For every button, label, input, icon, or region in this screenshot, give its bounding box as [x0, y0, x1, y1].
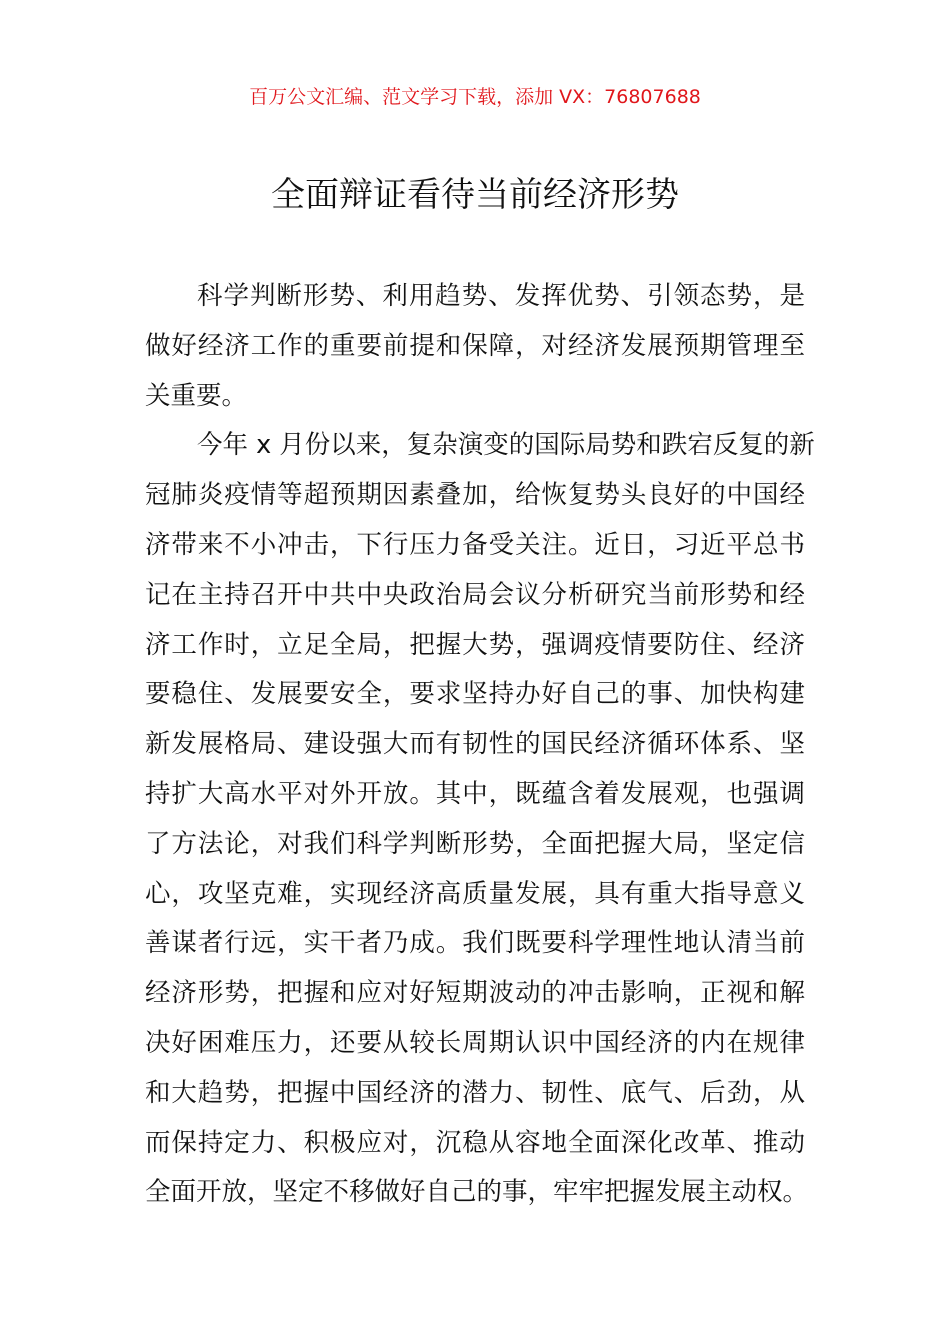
paragraph-line: 济带来不小冲击，下行压力备受关注。近日，习近平总书	[145, 529, 805, 560]
paragraph-2	[145, 425, 815, 1222]
paragraph-line: 经济形势，把握和应对好短期波动的冲击影响，正视和解	[145, 978, 805, 1009]
paragraph-line: 科学判断形势、利用趋势、发挥优势、引领态势，是	[197, 281, 805, 311]
paragraph-1	[145, 276, 805, 425]
paragraph-line: 全面开放，坚定不移做好自己的事，牢牢把握发展主动权。	[145, 1177, 809, 1208]
watermark-header: 百万公文汇编、范文学习下载，添加 VX：76807688	[249, 86, 701, 108]
paragraph-line: 要稳住、发展要安全，要求坚持办好自己的事、加快构建	[145, 679, 805, 710]
paragraph-line: 决好困难压力，还要从较长周期认识中国经济的内在规律	[145, 1027, 805, 1058]
paragraph-line: 持扩大高水平对外开放。其中，既蕴含着发展观，也强调	[145, 778, 805, 809]
paragraph-line: 新发展格局、建设强大而有韧性的国民经济循环体系、坚	[145, 729, 805, 760]
paragraph-line: 冠肺炎疫情等超预期因素叠加，给恢复势头良好的中国经	[145, 480, 805, 511]
paragraph-line: 济工作时，立足全局，把握大势，强调疫情要防住、经济	[145, 629, 805, 660]
paragraph-line: 了方法论，对我们科学判断形势，全面把握大局，坚定信	[145, 828, 805, 859]
document-title: 全面辩证看待当前经济形势	[271, 175, 679, 215]
paragraph-line: 关重要。	[145, 380, 248, 411]
paragraph-line: 而保持定力、积极应对，沉稳从容地全面深化改革、推动	[145, 1127, 805, 1158]
paragraph-line: 心，攻坚克难，实现经济高质量发展，具有重大指导意义	[145, 878, 805, 909]
paragraph-line: 和大趋势，把握中国经济的潜力、韧性、底气、后劲，从	[145, 1077, 805, 1108]
paragraph-line: 记在主持召开中共中央政治局会议分析研究当前形势和经	[145, 579, 805, 610]
paragraph-line: 做好经济工作的重要前提和保障，对经济发展预期管理至	[145, 330, 805, 361]
paragraph-line: 今年 x 月份以来，复杂演变的国际局势和跌宕反复的新	[197, 430, 815, 461]
paragraph-line: 善谋者行远，实干者乃成。我们既要科学理性地认清当前	[145, 928, 805, 959]
document-body	[145, 276, 815, 1222]
